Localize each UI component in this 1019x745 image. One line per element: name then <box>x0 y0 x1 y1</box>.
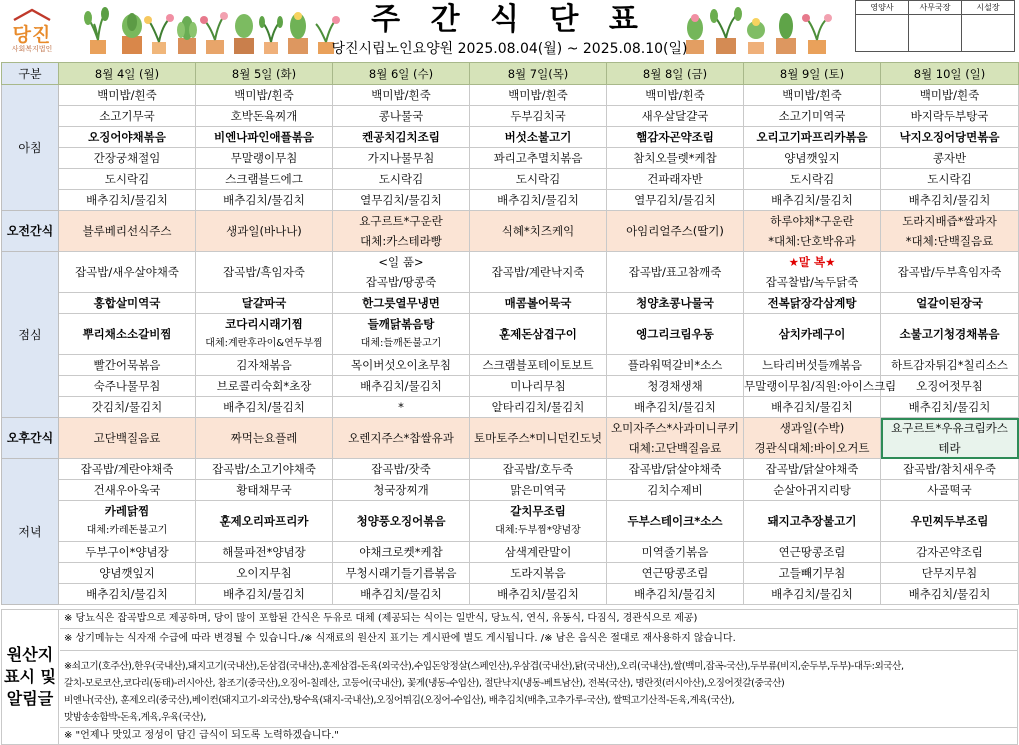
snack-item-name: 토마토주스*미니던킨도넛 <box>474 431 602 445</box>
menu-item: 사골떡국 <box>881 480 1019 501</box>
day-header: 8월 4일 (월) <box>59 63 196 85</box>
snack-item-name: 생과일(수박) <box>779 421 845 435</box>
menu-item: 도시락김 <box>59 169 196 190</box>
snack-item-name: 식혜*치즈케익 <box>501 224 575 238</box>
menu-item: 무말랭이무침/직원:아이스크림 <box>744 376 881 397</box>
menu-item: 두부구이*양념장 <box>59 542 196 563</box>
menu-item-alternative: 대체:계란후라이&연두부찜 <box>205 338 323 349</box>
snack-item <box>333 418 470 459</box>
menu-item-name: 갈치무조림 <box>510 504 566 518</box>
menu-item <box>333 314 470 355</box>
dinner-row <box>2 542 1019 563</box>
menu-item: 배추김치/물김치 <box>59 584 196 605</box>
snack-item <box>607 211 744 252</box>
menu-item: 켄공치김치조림 <box>333 127 470 148</box>
pm_snack-row <box>2 418 1019 459</box>
lunch-row <box>2 355 1019 376</box>
menu-item: 잡곡밥/계란낙지죽 <box>470 252 607 293</box>
menu-item-name: 코다리시래기찜 <box>225 317 303 331</box>
menu-item: 두부스테이크*소스 <box>607 501 744 542</box>
menu-item: 오징어젓무침 <box>881 376 1019 397</box>
menu-item-alternative: 대체:카레돈불고기 <box>86 525 168 536</box>
lunch-row <box>2 376 1019 397</box>
day-header: 8월 9일 (토) <box>744 63 881 85</box>
snack-item-name: 하루야채*구운란 <box>770 214 854 228</box>
origin-line: ※쇠고기(호주산),한우(국내산),돼지고기(국내산),돈삼겹(국내산),훈제삼겹-돈육(외국산),수입돈앙정살(스페인산),우삼겹(국내산),닭(국내산),오리(국내산),쌀(백미,잡곡-국산),두부류(비지,순두부,두부)-대두:외국산, <box>64 661 904 672</box>
menu-item <box>470 501 607 542</box>
menu-item-name: 들깨닭볶음탕 <box>367 317 435 331</box>
menu-item: 배추김치/물김치 <box>196 190 333 211</box>
menu-item: 양념깻잎지 <box>744 148 881 169</box>
menu-item: 배추김치/물김치 <box>470 190 607 211</box>
snack-item-alternative: 대체:카스테라빵 <box>360 234 442 248</box>
menu-item: 도라지볶음 <box>470 563 607 584</box>
snack-item-name: 요구르트*구운란 <box>359 214 443 228</box>
menu-item: 배추김치/물김치 <box>59 190 196 211</box>
menu-item: 배추김치/물김치 <box>607 397 744 418</box>
approval-signature-cell[interactable] <box>856 15 909 52</box>
menu-item: 배추김치/물김치 <box>196 397 333 418</box>
menu-item: 백미밥/흰죽 <box>607 85 744 106</box>
menu-item: 순살아귀지리탕 <box>744 480 881 501</box>
menu-item: 배추김치/물김치 <box>333 376 470 397</box>
snack-item <box>333 211 470 252</box>
menu-item: 김자채볶음 <box>196 355 333 376</box>
menu-item: 단무지무침 <box>881 563 1019 584</box>
snack-item-name: 도라지배즙*쌀과자 <box>902 214 997 228</box>
menu-item: 청양풍오징어볶음 <box>333 501 470 542</box>
menu-item: 백미밥/흰죽 <box>744 85 881 106</box>
menu-item: 콩나물국 <box>333 106 470 127</box>
notes-label: 원산지 표시 및 알림글 <box>2 610 59 744</box>
breakfast-row <box>2 106 1019 127</box>
menu-item: 참치오믈렛*케찹 <box>607 148 744 169</box>
menu-item: 뿌리채소소갈비찜 <box>59 314 196 355</box>
menu-item: 스크램블포테이토보트 <box>470 355 607 376</box>
page-subtitle: 당진시립노인요양원 2025.08.04(월) ~ 2025.08.10(일) <box>331 41 688 57</box>
menu-item: 훈제돈삼겹구이 <box>470 314 607 355</box>
dinner-row <box>2 480 1019 501</box>
menu-item: 얼갈이된장국 <box>881 293 1019 314</box>
menu-item: * <box>333 397 470 418</box>
menu-item: 배추김치/물김치 <box>881 397 1019 418</box>
menu-item: 새우살달걀국 <box>607 106 744 127</box>
menu-item: 소고기미역국 <box>744 106 881 127</box>
day-header: 8월 8일 (금) <box>607 63 744 85</box>
menu-item: 잡곡밥/닭살야채죽 <box>607 459 744 480</box>
menu-item: 잡곡밥/표고참깨죽 <box>607 252 744 293</box>
menu-item-note: <일 품> <box>378 255 424 269</box>
menu-item: 꽈리고추멸치볶음 <box>470 148 607 169</box>
breakfast-row <box>2 190 1019 211</box>
snack-item <box>744 211 881 252</box>
menu-item: 잡곡밥/잣죽 <box>333 459 470 480</box>
menu-item: 청양초콩나물국 <box>607 293 744 314</box>
snack-item-name: 고단백질음료 <box>93 431 161 445</box>
menu-item: 무말랭이무침 <box>196 148 333 169</box>
snack-item-name: 짜먹는요플레 <box>230 431 298 445</box>
snack-item <box>196 418 333 459</box>
menu-item: 도시락김 <box>470 169 607 190</box>
menu-item: 도시락김 <box>744 169 881 190</box>
lunch-row <box>2 252 1019 293</box>
snack-item-name: 오렌지주스*찹쌀유과 <box>348 431 454 445</box>
breakfast-row <box>2 127 1019 148</box>
menu-item: 백미밥/흰죽 <box>333 85 470 106</box>
menu-item: 잡곡밥/계란야채죽 <box>59 459 196 480</box>
menu-item: 엥그리크림우동 <box>607 314 744 355</box>
menu-item: 버섯소불고기 <box>470 127 607 148</box>
menu-item: 브로콜리숙회*초장 <box>196 376 333 397</box>
menu-item: 갓김치/물김치 <box>59 397 196 418</box>
menu-item: 빨간어묵볶음 <box>59 355 196 376</box>
lunch-row <box>2 293 1019 314</box>
breakfast-row <box>2 169 1019 190</box>
menu-item: 도시락김 <box>881 169 1019 190</box>
menu-item: 돼지고추장불고기 <box>744 501 881 542</box>
menu-item: 연근땅콩조림 <box>607 563 744 584</box>
menu-item: 배추김치/물김치 <box>744 190 881 211</box>
menu-item: 가지나물무침 <box>333 148 470 169</box>
menu-item: 달걀파국 <box>196 293 333 314</box>
approval-signature-cell[interactable] <box>962 15 1015 52</box>
menu-item: 알타리김치/물김치 <box>470 397 607 418</box>
menu-item: 훈제오리파프리카 <box>196 501 333 542</box>
breakfast-row <box>2 85 1019 106</box>
snack-item-alternative: 대체:고단백질음료 <box>628 441 722 455</box>
approval-label: 사무국장 <box>909 1 962 15</box>
menu-item <box>333 252 470 293</box>
menu-item: 감자곤약조림 <box>881 542 1019 563</box>
snack-item <box>59 418 196 459</box>
approval-label: 영양사 <box>856 1 909 15</box>
menu-item: 미역줄기볶음 <box>607 542 744 563</box>
approval-signature-cell[interactable] <box>909 15 962 52</box>
menu-item: 김치수제비 <box>607 480 744 501</box>
menu-item: 낙지오징어당면볶음 <box>881 127 1019 148</box>
lunch-row <box>2 397 1019 418</box>
menu-item-name: 카레닭찜 <box>104 504 150 518</box>
menu-item: 배추김치/물김치 <box>881 190 1019 211</box>
snack-item-alternative: 경관식대체:바이오거트 <box>754 441 870 455</box>
menu-item: 양념깻잎지 <box>59 563 196 584</box>
menu-item-alternative: 대체:들깨돈불고기 <box>360 338 442 349</box>
dinner-row <box>2 563 1019 584</box>
menu-item: 오이지무침 <box>196 563 333 584</box>
snack-item <box>196 211 333 252</box>
menu-item: 백미밥/흰죽 <box>59 85 196 106</box>
lunch-row <box>2 314 1019 355</box>
menu-item: 배추김치/물김치 <box>744 397 881 418</box>
snack-item-alternative: 테라 <box>938 441 961 455</box>
dinner-row <box>2 459 1019 480</box>
menu-item-note: ★말 복★ <box>788 255 836 269</box>
snack-item-name: 블루베리선식주스 <box>82 224 172 238</box>
menu-item: 고들빼기무침 <box>744 563 881 584</box>
snack-item-alternative: *대체:단백질음료 <box>905 234 994 248</box>
menu-item: 바지락두부탕국 <box>881 106 1019 127</box>
menu-item: 연근땅콩조림 <box>744 542 881 563</box>
menu-item: 우민찌두부조림 <box>881 501 1019 542</box>
am_snack-row <box>2 211 1019 252</box>
menu-item-name: 잡곡밥/땅콩죽 <box>365 275 437 289</box>
menu-item: 한그릇열무냉면 <box>333 293 470 314</box>
menu-item: 백미밥/흰죽 <box>196 85 333 106</box>
menu-item: 간장궁채절임 <box>59 148 196 169</box>
snack-item <box>470 418 607 459</box>
menu-item: 잡곡밥/새우살야채죽 <box>59 252 196 293</box>
menu-item <box>59 501 196 542</box>
dinner-row <box>2 584 1019 605</box>
day-header: 8월 10일 (일) <box>881 63 1019 85</box>
notes-body <box>60 610 1017 744</box>
menu-item: 소불고기청경채볶음 <box>881 314 1019 355</box>
menu-item: 숙주나물무침 <box>59 376 196 397</box>
menu-item: 배추김치/물김치 <box>607 584 744 605</box>
lunch-label: 점심 <box>2 252 59 418</box>
column-label: 구분 <box>2 63 59 85</box>
menu-item: 햄감자곤약조림 <box>607 127 744 148</box>
menu-item: 잡곡밥/흑임자죽 <box>196 252 333 293</box>
menu-item <box>196 314 333 355</box>
menu-item: 삼치카레구이 <box>744 314 881 355</box>
menu-item: 삼색계란말이 <box>470 542 607 563</box>
approval-box <box>855 0 1015 52</box>
menu-item: 건새우아욱국 <box>59 480 196 501</box>
menu-item: 배추김치/물김치 <box>470 584 607 605</box>
snack-item-name: 오미자주스*사과미니쿠키 <box>611 421 739 435</box>
menu-item: 해물파전*양념장 <box>196 542 333 563</box>
note-diet-policy: ※ 당뇨식은 잡곡밥으로 제공하며, 당이 많이 포함된 간식은 두유로 대체 (제공되는 식이는 일반식, 당뇨식, 연식, 유동식, 다짐식, 경관식으로 제공) <box>64 613 698 624</box>
origin-line: 갈치-모로코산,코다리(동태)-러시아산, 참조기(중국산),오징어-칠레산, 고등어(국내산), 꽃게(냉동-수입산), 절단낙지(냉동-베트남산), 전복(국산), 명란젓(러시아산),오징어젓갈(중국산) <box>64 678 785 689</box>
logo-sub-text: 사회복지법인 <box>11 45 53 53</box>
origin-labels <box>64 658 1014 726</box>
menu-item: 오리고기파프리카볶음 <box>744 127 881 148</box>
day-header: 8월 7일(목) <box>470 63 607 85</box>
menu-item: 배추김치/물김치 <box>333 584 470 605</box>
menu-item-alternative: 대체:두부찜*양념장 <box>495 525 581 536</box>
menu-item: 홍합살미역국 <box>59 293 196 314</box>
note-closing: ※ "언제나 맛있고 정성이 담긴 급식이 되도록 노력하겠습니다." <box>64 730 339 741</box>
menu-item: 하트감자튀김*칠리소스 <box>881 355 1019 376</box>
snack-item-name: 아임리얼주스(딸기) <box>626 224 724 238</box>
snack-item-alternative: *대체:단호박유과 <box>768 234 856 248</box>
menu-item: 청국장찌개 <box>333 480 470 501</box>
menu-item: 느타리버섯들깨볶음 <box>744 355 881 376</box>
day-header: 8월 5일 (화) <box>196 63 333 85</box>
menu-item: 건파래자반 <box>607 169 744 190</box>
menu-item: 플라워떡갈비*소스 <box>607 355 744 376</box>
menu-item: 배추김치/물김치 <box>744 584 881 605</box>
origin-line: 맛밤송송함박-돈육,계육,우육(국산), <box>64 712 206 723</box>
weekly-menu-table <box>1 62 1019 605</box>
menu-item: 야채크로켓*케찹 <box>333 542 470 563</box>
menu-item: 무청시래기들기름볶음 <box>333 563 470 584</box>
note-menu-change: ※ 상기메뉴는 식자재 수급에 따라 변경될 수 있습니다./※ 식재료의 원산지 표기는 게시판에 별도 게시됩니다. /※ 남은 음식은 절대로 재사용하지 않습니다. <box>64 633 736 644</box>
menu-item: 콩자반 <box>881 148 1019 169</box>
dinner-row <box>2 501 1019 542</box>
am_snack-label: 오전간식 <box>2 211 59 252</box>
menu-item <box>744 252 881 293</box>
menu-item: 잡곡밥/두부흑임자죽 <box>881 252 1019 293</box>
menu-item: 목이버섯오이초무침 <box>333 355 470 376</box>
menu-item: 전복닭장각삼계탕 <box>744 293 881 314</box>
snack-item <box>470 211 607 252</box>
snack-item-name: 요구르트*우유크림카스 <box>891 421 1008 435</box>
snack-item <box>881 418 1019 459</box>
menu-item: 잡곡밥/소고기야채죽 <box>196 459 333 480</box>
snack-item <box>607 418 744 459</box>
menu-item: 비엔나파인애플볶음 <box>196 127 333 148</box>
day-header: 8월 6일 (수) <box>333 63 470 85</box>
snack-item-name: 생과일(바나나) <box>226 224 302 238</box>
menu-item-name: 잡곡찰밥/녹두닭죽 <box>765 275 859 289</box>
breakfast-row <box>2 148 1019 169</box>
menu-item: 열무김치/물김치 <box>607 190 744 211</box>
menu-item: 잡곡밥/참치새우죽 <box>881 459 1019 480</box>
menu-item: 배추김치/물김치 <box>196 584 333 605</box>
notes-section <box>1 609 1018 745</box>
menu-item: 잡곡밥/닭살야채죽 <box>744 459 881 480</box>
menu-item: 맑은미역국 <box>470 480 607 501</box>
approval-label: 시설장 <box>962 1 1015 15</box>
menu-item: 두부김치국 <box>470 106 607 127</box>
logo-main-text: 당진 <box>12 24 52 46</box>
menu-item: 백미밥/흰죽 <box>470 85 607 106</box>
menu-item: 청경채생채 <box>607 376 744 397</box>
menu-item: 호박돈육찌개 <box>196 106 333 127</box>
menu-item: 잡곡밥/호두죽 <box>470 459 607 480</box>
menu-item: 매콤볼어묵국 <box>470 293 607 314</box>
header-row <box>2 63 1019 85</box>
menu-item: 소고기무국 <box>59 106 196 127</box>
menu-item: 스크램블드에그 <box>196 169 333 190</box>
dinner-label: 저녁 <box>2 459 59 605</box>
snack-item <box>59 211 196 252</box>
menu-item: 백미밥/흰죽 <box>881 85 1019 106</box>
menu-item: 도시락김 <box>333 169 470 190</box>
snack-item <box>881 211 1019 252</box>
menu-item: 오징어야채볶음 <box>59 127 196 148</box>
menu-item: 배추김치/물김치 <box>881 584 1019 605</box>
origin-line: 비엔나(국산), 훈제오리(중국산),베이컨(돼지고기-외국산),탕수육(돼지-국내산),오징어튀김(오징어-수입산), 배추김치(배추,고추가루-국산), 쌀떡고기산적-돈육,계육(국산), <box>64 695 735 706</box>
page-header <box>0 0 1019 62</box>
breakfast-label: 아침 <box>2 85 59 211</box>
menu-item: 미나리무침 <box>470 376 607 397</box>
page-title: 주 간 식 단 표 <box>371 2 648 37</box>
menu-item: 열무김치/물김치 <box>333 190 470 211</box>
menu-item: 황태채무국 <box>196 480 333 501</box>
pm_snack-label: 오후간식 <box>2 418 59 459</box>
snack-item <box>744 418 881 459</box>
